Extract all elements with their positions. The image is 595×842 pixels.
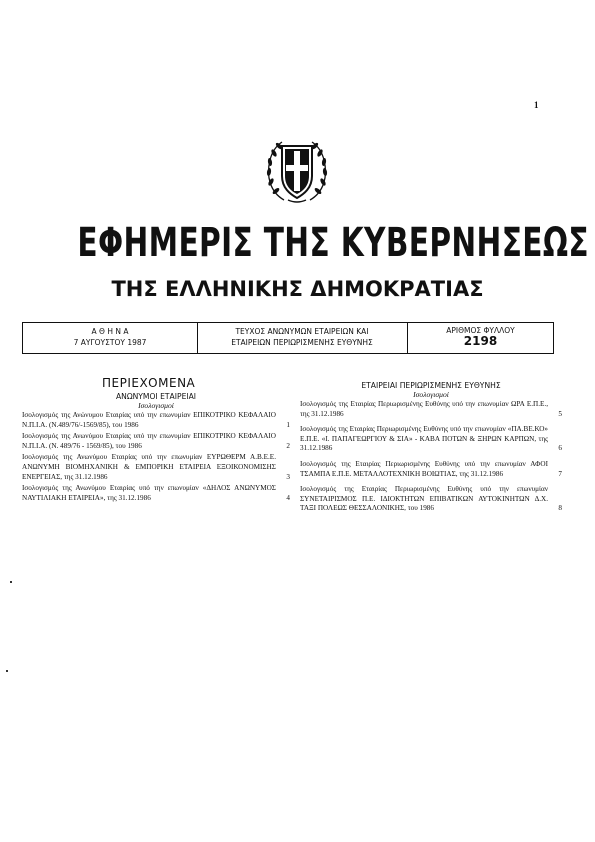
contents-entry[interactable] <box>22 411 290 430</box>
sheet-number-label: ΑΡΙΘΜΟΣ ΦΥΛΛΟΥ <box>446 326 515 335</box>
entry-page: 5 <box>558 409 562 418</box>
section-heading: ΑΝΩΝΥΜΟΙ ΕΤΑΙΡΕΙΑΙ <box>115 392 197 401</box>
entry-text: Ισολογισμός της Εταιρίας Περιωρισμένης Ευθύνης υπό την επωνυμίαν ΑΦΟΙ ΤΣΑΜΠΑ Ε.Π.Ε. ΜΕΤΑΛΛΟΤΕΧΝΙΚΗ ΒΟΙΩΤΙΑΣ, της 31.12.1986 <box>300 459 548 478</box>
entry-page: 7 <box>558 469 562 478</box>
greek-coat-of-arms-icon <box>262 132 332 206</box>
issue-date: 7 ΑΥΓΟΥΣΤΟΥ 1987 <box>73 338 147 347</box>
entry-page: 6 <box>558 444 562 453</box>
issue-type-line2: ΕΤΑΙΡΕΙΩΝ ΠΕΡΙΩΡΙΣΜΕΝΗΣ ΕΥΘΥΝΗΣ <box>231 338 373 347</box>
contents-right-column <box>300 381 562 516</box>
masthead-title: ΕΦΗΜΕΡΙΣ ΤΗΣ ΚΥΒΕΡΝΗΣΕΩΣ <box>77 220 590 266</box>
entry-page: 1 <box>286 420 290 429</box>
entry-text: Ισολογισμός της Ανώνυμου Εταιρίας υπό την επωνυμίαν ΕΠΙΚΟΤΡΙΚΟ ΚΕΦΑΛΑΙΟ Ν.Π.Ι.Α. (Ν.489/76/-1569/85), του 1986 <box>22 411 276 429</box>
entry-page: 8 <box>558 504 562 513</box>
issue-type-cell <box>197 326 407 348</box>
entry-page: 4 <box>286 493 290 502</box>
contents-title: ΠΕΡΙΕΧΟΜΕΝΑ <box>102 376 196 390</box>
page-number: 1 <box>534 100 539 110</box>
entry-text: Ισολογισμός της Εταιρίας Περιωρισμένης Ευθύνης υπό την επωνυμίαν «ΠΑ.ΒΕ.ΚΟ» Ε.Π.Ε. «Ι. ΠΑΠΑΓΕΩΡΓΙΟΥ & ΣΙΑ» - ΚΑΒΑ ΠΟΤΩΝ & ΞΗΡΩΝ ΚΑΡΠΩΝ, της 31.12.1986 <box>300 425 548 453</box>
contents-entry[interactable] <box>300 425 562 454</box>
section-subheading: Ισολογισμοί <box>138 401 174 410</box>
sheet-number-cell <box>407 325 554 347</box>
city-label: Α Θ Η Ν Α <box>91 327 129 336</box>
contents-entry[interactable] <box>22 432 290 451</box>
issue-info-box <box>22 322 554 354</box>
section-heading: ΕΤΑΙΡΕΙΑΙ ΠΕΡΙΩΡΙΣΜΕΝΗΣ ΕΥΘΥΝΗΣ <box>361 381 501 390</box>
scan-speck <box>10 581 12 583</box>
scan-speck <box>6 670 8 672</box>
issue-type-line1: ΤΕΥΧΟΣ ΑΝΩΝΥΜΩΝ ΕΤΑΙΡΕΙΩΝ ΚΑΙ <box>235 327 369 336</box>
entry-page: 2 <box>286 441 290 450</box>
place-date-cell <box>23 326 197 348</box>
entry-text: Ισολογισμός της Ανωνύμου Εταιρίας υπό την επωνυμίαν «ΔΗΛΟΣ ΑΝΩΝΥΜΟΣ ΝΑΥΤΙΛΙΑΚΗ ΕΤΑΙΡΕΙΑ», της 31.12.1986 <box>22 484 276 502</box>
sheet-number: 2198 <box>463 334 498 348</box>
contents-entry[interactable] <box>22 453 290 482</box>
contents-entry[interactable] <box>300 400 562 419</box>
masthead-subtitle: ΤΗΣ ΕΛΛΗΝΙΚΗΣ ΔΗΜΟΚΡΑΤΙΑΣ <box>111 277 484 301</box>
contents-entry[interactable] <box>300 485 562 514</box>
entry-page: 3 <box>286 472 290 481</box>
contents-left-column <box>22 392 290 505</box>
entry-text: Ισολογισμός της Ανωνύμου Εταιρίας υπό την επωνυμίαν ΕΥΡΩΘΕΡΜ Α.Β.Ε.Ε. ΑΝΩΝΥΜΗ ΒΙΟΜΗΧΑΝΙΚΗ & ΕΜΠΟΡΙΚΗ ΕΤΑΙΡΕΙΑ ΕΞΟΙΚΟΝΟΜΙΣΗΣ ΕΝΕΡΓΕΙΑΣ, της 31.12.1986 <box>22 453 276 481</box>
entry-text: Ισολογισμός της Εταιρίας Περιωρισμένης Ευθύνης υπό την επωνυμίαν ΣΥΝΕΤΑΙΡΙΣΜΟΣ Π.Ε. ΙΔΙΟΚΤΗΤΩΝ ΕΠΙΒΑΤΙΚΩΝ ΑΥΤΟΚΙΝΗΤΩΝ Δ.Χ. ΤΑΞΙ ΠΟΛΕΩΣ ΘΕΣΣΑΛΟΝΙΚΗΣ, του 1986 <box>300 485 548 513</box>
section-subheading: Ισολογισμοί <box>413 390 449 399</box>
contents-entry[interactable] <box>300 460 562 479</box>
entry-text: Ισολογισμός της Ανωνύμου Εταιρίας υπό την επωνυμίαν ΕΠΙΚΟΤΡΙΚΟ ΚΕΦΑΛΑΙΟ Ν.Π.Ι.Α. (Ν. 489/76 - 1569/85), του 1986 <box>22 432 276 450</box>
entry-text: Ισολογισμός της Εταιρίας Περιωρισμένης Ευθύνης υπό την επωνυμίαν ΩΡΑ Ε.Π.Ε., της 31.12.1986 <box>300 400 548 418</box>
contents-entry[interactable] <box>22 484 290 503</box>
